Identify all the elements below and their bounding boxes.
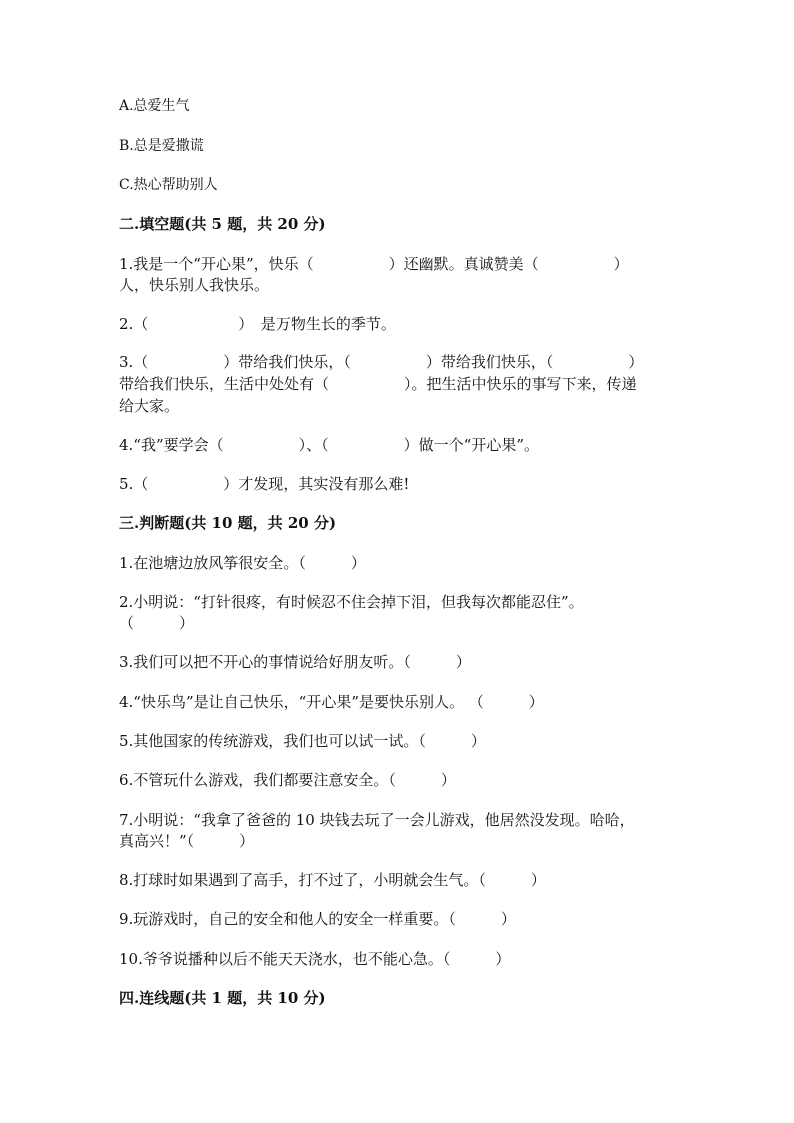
section-heading-true-false: 三.判断题(共 10 题，共 20 分) [119, 514, 337, 532]
judge-question-7-line-1: 7.小明说：“我拿了爸爸的 10 块钱去玩了一会儿游戏，他居然没发现。哈哈， [119, 811, 635, 829]
judge-question-5: 5.其他国家的传统游戏，我们也可以试一试。（ ） [119, 732, 486, 750]
option-a: A.总爱生气 [119, 98, 190, 114]
fill-question-3-line-2: 带给我们快乐，生活中处处有（ ）。把生活中快乐的事写下来，传递 [119, 375, 637, 393]
judge-question-7-line-2: 真高兴！”（ ） [119, 832, 255, 850]
option-b: B.总是爱撒谎 [119, 138, 204, 154]
judge-question-4: 4.“快乐鸟”是让自己快乐，“开心果”是要快乐别人。 （ ） [119, 693, 544, 711]
judge-question-10: 10.爷爷说播种以后不能天天浇水，也不能心急。（ ） [119, 950, 511, 968]
section-heading-fill-blank: 二.填空题(共 5 题，共 20 分) [119, 215, 326, 233]
judge-question-3: 3.我们可以把不开心的事情说给好朋友听。（ ） [119, 653, 471, 671]
option-c: C.热心帮助别人 [119, 177, 218, 193]
fill-question-3-line-1: 3.（ ）带给我们快乐，（ ）带给我们快乐，（ ） [119, 353, 644, 371]
fill-question-4: 4.“我”要学会（ ）、（ ）做一个“开心果”。 [119, 436, 539, 454]
judge-question-2-line-1: 2.小明说：“打针很疼，有时候忍不住会掉下泪，但我每次都能忍住”。 [119, 593, 584, 611]
fill-question-1-line-2: 人，快乐别人我快乐。 [119, 276, 270, 294]
judge-question-6: 6.不管玩什么游戏，我们都要注意安全。（ ） [119, 771, 456, 789]
section-heading-matching: 四.连线题(共 1 题，共 10 分) [119, 989, 326, 1007]
fill-question-2: 2.（ ） 是万物生长的季节。 [119, 315, 396, 333]
fill-question-3-line-3: 给大家。 [119, 397, 180, 415]
judge-question-2-line-2: （ ） [119, 614, 195, 632]
judge-question-9: 9.玩游戏时，自己的安全和他人的安全一样重要。（ ） [119, 910, 516, 928]
fill-question-5: 5.（ ）才发现，其实没有那么难! [119, 475, 410, 493]
judge-question-1: 1.在池塘边放风筝很安全。（ ） [119, 554, 366, 572]
fill-question-1-line-1: 1.我是一个“开心果”，快乐（ ）还幽默。真诚赞美（ ） [119, 255, 629, 273]
judge-question-8: 8.打球时如果遇到了高手，打不过了，小明就会生气。（ ） [119, 871, 546, 889]
